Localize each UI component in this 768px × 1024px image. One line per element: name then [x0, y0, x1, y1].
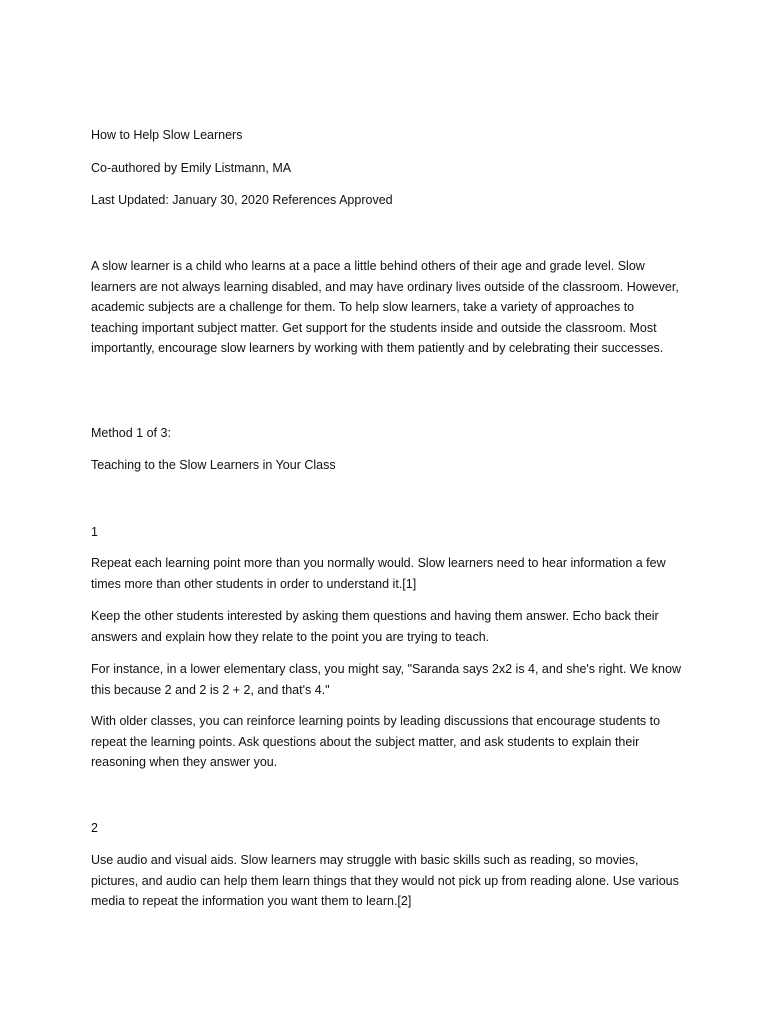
- step-number: 1: [91, 525, 98, 539]
- method-label: Method 1 of 3:: [91, 426, 171, 440]
- step-tip: Keep the other students interested by asking them questions and having them answer. Echo back their answers and explain how they relate to the point you are trying to teach.: [91, 609, 659, 644]
- intro-paragraph: A slow learner is a child who learns at a pace a little behind others of their age and grade level. Slow learners are not always learning disabled, and may have ordinary lives outside of the classroom. However, academic subjects are a challenge for them. To help slow learners, take a variety of approaches to teaching important subject matter. Get support for the students inside and outside the classroom. Most importantly, encourage slow learners by working with them patiently and by celebrating their successes.: [91, 259, 679, 355]
- step-tip: For instance, in a lower elementary class, you might say, "Saranda says 2x2 is 4, and she's right. We know this because 2 and 2 is 2 + 2, and that's 4.": [91, 662, 681, 697]
- step-main-text: Use audio and visual aids. Slow learners may struggle with basic skills such as reading, so movies, pictures, and audio can help them learn things that they would not pick up from reading alone. Use various media to repeat the information you want them to learn.[2]: [91, 853, 679, 908]
- updated-line: Last Updated: January 30, 2020 References Approved: [91, 193, 393, 207]
- step-main-text: Repeat each learning point more than you normally would. Slow learners need to hear information a few times more than other students in order to understand it.[1]: [91, 556, 666, 591]
- step-tip: With older classes, you can reinforce learning points by leading discussions that encourage students to repeat the learning points. Ask questions about the subject matter, and ask students to explain their reasoning when they answer you.: [91, 714, 661, 769]
- method-title: Teaching to the Slow Learners in Your Class: [91, 458, 336, 472]
- author-line: Co-authored by Emily Listmann, MA: [91, 161, 292, 175]
- document-title: How to Help Slow Learners: [91, 128, 243, 142]
- step-number: 2: [91, 821, 98, 835]
